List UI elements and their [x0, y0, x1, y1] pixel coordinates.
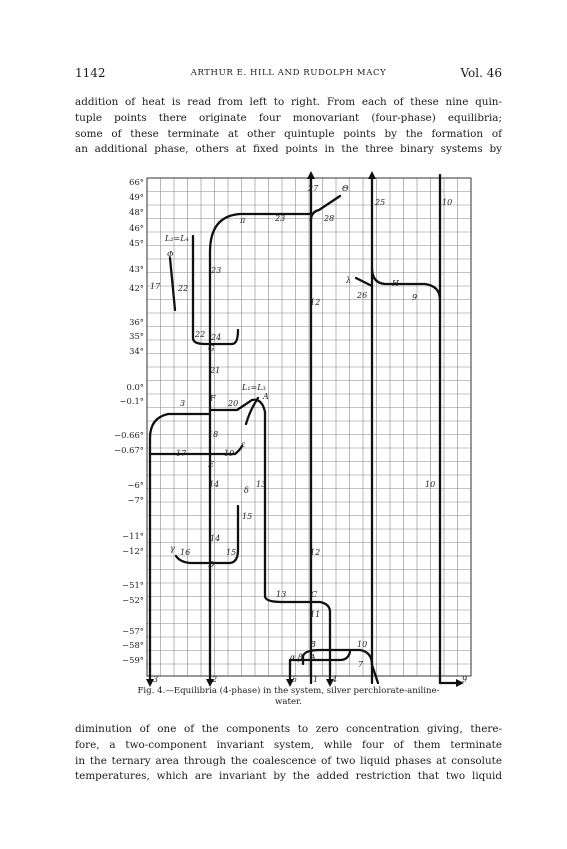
point-label: I — [309, 214, 313, 223]
text-line: some of these terminate at other quintuple points by the formation of — [75, 127, 502, 140]
temperature-tick: 36° — [129, 317, 144, 327]
equilibrium-curves — [150, 175, 460, 683]
temperature-tick: 48° — [129, 207, 144, 217]
curve-label: 27 — [308, 184, 319, 193]
curve-label: 21 — [210, 366, 221, 375]
point-label: Φ — [167, 250, 174, 259]
temperature-tick: −0.67° — [114, 445, 144, 455]
point-label: β — [298, 653, 303, 662]
point-label: A — [310, 653, 316, 662]
curve-label: 16 — [180, 548, 191, 557]
temperature-tick: 45° — [129, 238, 144, 248]
page-number: 1142 — [75, 66, 106, 80]
curve-label: 14 — [210, 534, 221, 543]
temperature-tick: 66° — [129, 177, 144, 187]
figure-caption — [75, 686, 502, 708]
curve-end-label: 5 — [292, 675, 298, 684]
temperature-tick: −0.1° — [119, 396, 144, 406]
curve-label: 20 — [228, 399, 239, 408]
point-label: B — [310, 640, 316, 649]
text-line: tuple points there originate four monovariant (four-phase) equilibria; — [75, 111, 502, 124]
curve-label: 22 — [195, 330, 206, 339]
text-line: addition of heat is read from left to right. From each of these nine quin- — [75, 96, 502, 108]
temperature-tick: −0.66° — [114, 430, 144, 440]
point-label: C — [311, 590, 318, 599]
temperature-tick: −58° — [122, 640, 144, 650]
temperature-tick: −7° — [127, 495, 144, 505]
curve-label: 12 — [310, 298, 321, 307]
curve-label: 15 — [226, 548, 237, 557]
curve-label: 11 — [310, 610, 321, 619]
text-line: in the ternary area through the coalescence of two liquid phases at consolute — [75, 754, 502, 767]
temperature-tick: −6° — [127, 480, 144, 490]
curve-label: 17 — [176, 449, 187, 458]
curve-end-label: 4 — [332, 675, 338, 684]
curve-label: 28 — [324, 214, 335, 223]
point-label: δ — [244, 486, 249, 495]
curve-label: 23 — [211, 266, 222, 275]
point-label: γ — [170, 544, 175, 553]
curve-label: 12 — [310, 548, 321, 557]
point-label: F — [210, 394, 216, 403]
curve-label: 9 — [412, 293, 418, 302]
curve-label: 18 — [208, 430, 219, 439]
temperature-tick: −51° — [122, 580, 144, 590]
point-label: A — [263, 392, 269, 401]
text-line: diminution of one of the components to zero concentration giving, there- — [75, 723, 502, 735]
point-label: E — [208, 460, 214, 469]
curve-label: 14 — [209, 480, 220, 489]
curve-label: 15 — [242, 512, 253, 521]
text-line: fore, a two-component invariant system, while four of them terminate — [75, 738, 502, 751]
curve-label: 10 — [425, 480, 436, 489]
caption-line: Fig. 4.—Equilibria (4-phase) in the system, silver perchlorate-aniline- — [137, 686, 440, 696]
curve-label: 3 — [180, 399, 186, 408]
curve-label: 17 — [150, 282, 161, 291]
temperature-tick: 42° — [129, 283, 144, 293]
curve-label: 26 — [357, 291, 368, 300]
point-label: ε — [241, 440, 246, 449]
point-label: H — [392, 279, 399, 288]
bottom-paragraph — [75, 722, 502, 785]
point-label: λ — [346, 276, 352, 285]
curve-label: 24 — [211, 333, 222, 342]
curve-23 — [210, 214, 311, 600]
temperature-tick: 34° — [129, 346, 144, 356]
curve-label: 23 — [275, 214, 286, 223]
point-label: L₂=L₄ — [165, 234, 189, 243]
curve-label: 10 — [442, 198, 453, 207]
curve-label: 22 — [178, 284, 189, 293]
curve-end-label: 3 — [153, 675, 159, 684]
curve-label: 19 — [224, 449, 235, 458]
temperature-tick: −52° — [122, 595, 144, 605]
point-label: G — [208, 344, 215, 353]
temperature-tick: 35° — [129, 331, 144, 341]
curve-label: 25 — [375, 198, 386, 207]
temperature-tick: −59° — [122, 655, 144, 665]
temperature-tick: 46° — [129, 223, 144, 233]
point-label: D — [208, 560, 215, 569]
temperature-tick: 49° — [129, 192, 144, 202]
volume-number: Vol. 46 — [460, 66, 502, 80]
temperature-tick: 0.0° — [126, 382, 144, 392]
curve-lambda — [356, 278, 372, 286]
curve-end-label: 9 — [462, 675, 468, 684]
text-line: temperatures, which are invariant by the added restriction that two liquid — [75, 770, 502, 783]
temperature-tick: −12° — [122, 546, 144, 556]
curve-24 — [193, 236, 238, 344]
curve-label: 13 — [256, 480, 267, 489]
curve-end-label: 1 — [313, 675, 319, 684]
point-label: Θ — [342, 184, 349, 193]
temperature-tick: 43° — [129, 264, 144, 274]
curve-label: 10 — [357, 640, 368, 649]
temperature-tick: −11° — [122, 531, 144, 541]
text-line: an additional phase, others at fixed points in the three binary systems by — [75, 143, 502, 156]
curve-end-label: 2 — [212, 675, 218, 684]
curve-label: 13 — [276, 590, 287, 599]
point-label: L₁=L₃ — [242, 383, 266, 392]
point-label: π — [240, 216, 246, 225]
caption-line: water. — [275, 697, 302, 707]
temperature-tick: −57° — [122, 626, 144, 636]
point-label: α — [290, 653, 296, 662]
curve-label: 7 — [358, 660, 364, 669]
running-head: ARTHUR E. HILL AND RUDOLPH MACY — [190, 68, 387, 78]
